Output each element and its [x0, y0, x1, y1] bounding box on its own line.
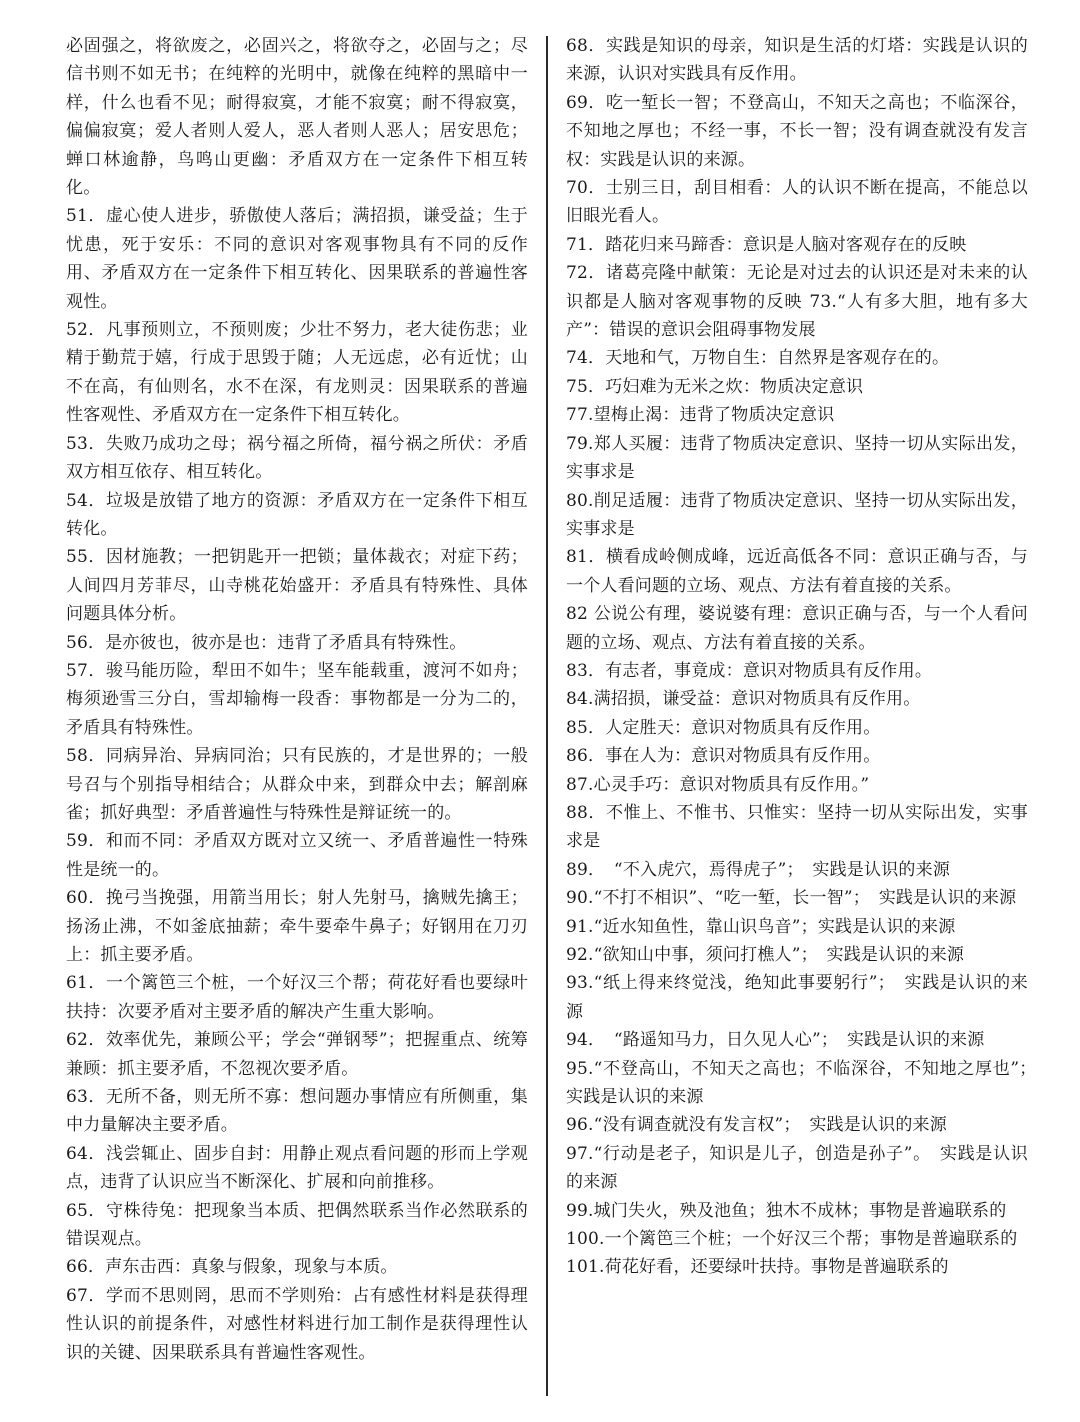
paragraph: 54．垃圾是放错了地方的资源：矛盾双方在一定条件下相互转化。	[66, 490, 528, 539]
paragraph: 51．虚心使人进步，骄傲使人落后；满招损，谦受益；生于忧患，死于安乐：不同的意识对客观事物具有不同的反作用、矛盾双方在一定条件下相互转化、因果联系的普遍性客观性。	[66, 206, 528, 312]
paragraph: 82 公说公有理，婆说婆有理：意识正确与否，与一个人看问题的立场、观点、方法有着直接的关系。	[566, 604, 1028, 653]
paragraph: 94． “路遥知马力，日久见人心”； 实践是认识的来源	[566, 1030, 985, 1051]
right-column	[566, 32, 1046, 1412]
paragraph: 96.“没有调查就没有发言权”； 实践是认识的来源	[566, 1115, 947, 1136]
paragraph: 90.“不打不相识”、“吃一堑，长一智”； 实践是认识的来源	[566, 888, 1017, 909]
paragraph: 79.郑人买履：违背了物质决定意识、坚持一切从实际出发，实事求是	[566, 433, 1028, 483]
paragraph: 74．天地和气，万物自生：自然界是客观存在的。	[566, 348, 950, 369]
paragraph: 84.满招损，谦受益：意识对物质具有反作用。	[566, 689, 921, 710]
paragraph: 95.“不登高山，不知天之高也；不临深谷，不知地之厚也”； 实践是认识的来源	[566, 1058, 1046, 1108]
paragraph: 55．因材施教；一把钥匙开一把锁；量体裁衣；对症下药；人间四月芳菲尽，山寺桃花始盛开：矛盾具有特殊性、具体问题具体分析。	[66, 547, 528, 625]
paragraph: 52．凡事预则立，不预则废；少壮不努力，老大徒伤悲；业精于勤荒于嬉，行成于思毁于随；人无远虑，必有近忧；山不在高，有仙则名，水不在深，有龙则灵：因果联系的普遍性客观性、矛盾双方在一定条件下相互转化。	[66, 320, 528, 426]
paragraph: 63．无所不备，则无所不寡：想问题办事情应有所侧重，集中力量解决主要矛盾。	[66, 1087, 528, 1136]
paragraph: 53．失败乃成功之母；祸兮福之所倚，福兮祸之所伏：矛盾双方相互依存、相互转化。	[66, 433, 528, 483]
paragraph: 56．是亦彼也，彼亦是也：违背了矛盾具有特殊性。	[66, 632, 467, 653]
paragraph: 70．士别三日，刮目相看：人的认识不断在提高，不能总以旧眼光看人。	[566, 178, 1028, 227]
paragraph: 100.一个篱笆三个桩；一个好汉三个帮；事物是普遍联系的	[566, 1229, 1018, 1250]
paragraph: 必固强之，将欲废之，必固兴之，将欲夺之，必固与之；尽信书则不如无书；在纯粹的光明中，就像在纯粹的黑暗中一样，什么也看不见；耐得寂寞，才能不寂寞；耐不得寂寞，偏偏寂寞；爱人者则人爱人，恶人者则人恶人；居安思危；蝉口林逾静，鸟鸣山更幽：矛盾双方在一定条件下相互转化。	[66, 36, 528, 199]
paragraph: 92.“欲知山中事，须问打樵人”； 实践是认识的来源	[566, 945, 965, 965]
paragraph: 89． “不入虎穴，焉得虎子”； 实践是认识的来源	[566, 859, 951, 880]
left-column	[66, 32, 528, 1412]
paragraph: 69．吃一堑长一智；不登高山，不知天之高也；不临深谷，不知地之厚也；不经一事，不长一智；没有调查就没有发言权：实践是认识的来源。	[566, 92, 1028, 170]
paragraph: 68．实践是知识的母亲，知识是生活的灯塔：实践是认识的来源，认识对实践具有反作用。	[566, 36, 1028, 85]
paragraph: 93.“纸上得来终觉浅，绝知此事要躬行”； 实践是认识的来源	[566, 973, 1028, 1022]
paragraph: 97.“行动是老子，知识是儿子，创造是孙子”。 实践是认识的来源	[566, 1143, 1028, 1193]
paragraph: 58．同病异治、异病同治；只有民族的，才是世界的；一般号召与个别指导相结合；从群众中来，到群众中去；解剖麻雀；抓好典型：矛盾普遍性与特殊性是辩证统一的。	[66, 746, 528, 823]
paragraph: 75．巧妇难为无米之炊：物质决定意识	[566, 376, 864, 397]
paragraph: 72．诸葛亮隆中献策：无论是对过去的认识还是对未来的认识都是人脑对客观事物的反映 73.“人有多大胆，地有多大产”：错误的意识会阻碍事物发展	[566, 263, 1028, 341]
paragraph: 60．挽弓当挽强，用箭当用长；射人先射马，擒贼先擒王；扬汤止沸，不如釜底抽薪；牵牛要牵牛鼻子；好钢用在刀刃上：抓主要矛盾。	[66, 888, 528, 965]
paragraph: 71．踏花归来马蹄香：意识是人脑对客观存在的反映	[566, 234, 967, 255]
paragraph: 59．和而不同：矛盾双方既对立又统一、矛盾普遍性一特殊性是统一的。	[66, 831, 528, 880]
paragraph: 66．声东击西：真象与假象，现象与本质。	[66, 1257, 398, 1278]
paragraph: 61．一个篱笆三个桩，一个好汉三个帮；荷花好看也要绿叶扶持：次要矛盾对主要矛盾的解决产生重大影响。	[66, 973, 528, 1022]
paragraph: 91.“近水知鱼性，靠山识鸟音”；实践是认识的来源	[566, 916, 956, 937]
paragraph: 81．横看成岭侧成峰，远近高低各不同：意识正确与否，与一个人看问题的立场、观点、方法有着直接的关系。	[566, 547, 1028, 596]
paragraph: 85．人定胜天：意识对物质具有反作用。	[566, 717, 881, 738]
paragraph: 88．不惟上、不惟书、只惟实：坚持一切从实际出发，实事求是	[566, 802, 1028, 852]
paragraph: 80.削足适履：违背了物质决定意识、坚持一切从实际出发，实事求是	[566, 490, 1028, 539]
paragraph: 77.望梅止渴：违背了物质决定意识	[566, 405, 835, 426]
paragraph: 64．浅尝辄止、固步自封：用静止观点看问题的形而上学观点，违背了认识应当不断深化、扩展和向前推移。	[66, 1143, 528, 1193]
paragraph: 99.城门失火，殃及池鱼；独木不成林；事物是普遍联系的	[566, 1200, 1007, 1221]
paragraph: 65．守株待兔：把现象当本质、把偶然联系当作必然联系的错误观点。	[66, 1200, 528, 1250]
paragraph: 87.心灵手巧：意识对物质具有反作用。”	[566, 774, 870, 795]
paragraph: 62．效率优先，兼顾公平；学会“弹钢琴”；把握重点、统筹兼顾：抓主要矛盾，不忽视次要矛盾。	[66, 1030, 528, 1079]
paragraph: 83．有志者，事竟成：意识对物质具有反作用。	[566, 660, 933, 681]
paragraph: 67．学而不思则罔，思而不学则殆：占有感性材料是获得理性认识的前提条件，对感性材料进行加工制作是获得理性认识的关键、因果联系具有普遍性客观性。	[66, 1285, 528, 1363]
paragraph: 86．事在人为：意识对物质具有反作用。	[566, 746, 881, 767]
paragraph: 101.荷花好看，还要绿叶扶持。事物是普遍联系的	[566, 1257, 949, 1278]
paragraph: 57．骏马能历险，犁田不如牛；坚车能载重，渡河不如舟；梅须逊雪三分白，雪却输梅一段香：事物都是一分为二的，矛盾具有特殊性。	[66, 660, 528, 738]
column-divider	[546, 36, 548, 1396]
